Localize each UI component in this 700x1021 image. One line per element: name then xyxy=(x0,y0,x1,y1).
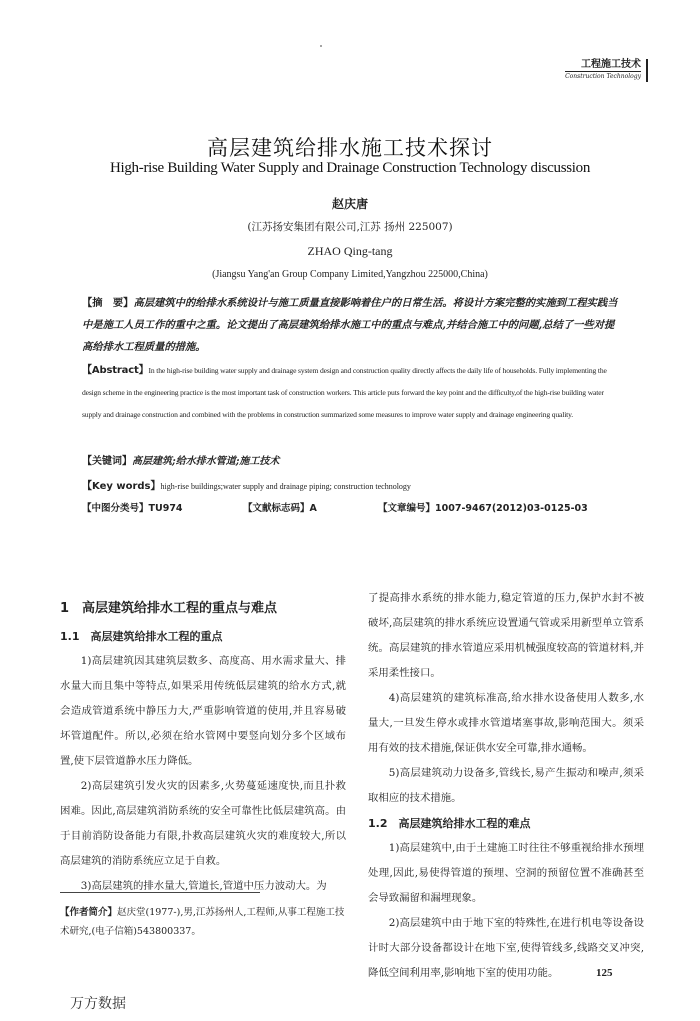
article-number-label: 【文章编号】 xyxy=(378,503,436,514)
body-paragraph: 2)高层建筑中由于地下室的特殊性,在进行机电等设备设计时大部分设备都设计在地下室,使得管线多,线路交叉冲突,降低空间利用率,影响地下室的使用功能。 xyxy=(368,917,644,979)
abstract-cn-label: 【摘 要】 xyxy=(82,297,134,309)
footnote-divider xyxy=(60,892,260,893)
section-heading-1-1: 1.1 高层建筑给排水工程的重点 xyxy=(60,630,223,643)
journal-header xyxy=(565,59,648,82)
section-heading-1-2: 1.2 高层建筑给排水工程的难点 xyxy=(368,817,531,830)
doc-code-value: A xyxy=(309,503,317,514)
section-heading-1: 1 高层建筑给排水工程的重点与难点 xyxy=(60,601,278,616)
body-paragraph: 了提高排水系统的排水能力,稳定管道的压力,保护水封不被破坏,高层建筑的排水系统应设置通气管或采用新型单立管系统。高层建筑的排水管道应采用机械强度较高的管道材料,并采用柔性接口。 xyxy=(368,592,644,679)
clc-value: TU974 xyxy=(148,503,183,514)
body-column-right xyxy=(368,586,644,986)
keywords-en-label: 【Key words】 xyxy=(82,481,161,492)
document-code xyxy=(243,500,317,514)
journal-name-cn: 工程施工技术 xyxy=(581,59,641,70)
footnote-text: 赵庆堂(1977-),男,江苏扬州人,工程师,从事工程施工技术研究,(电子信箱)543800337。 xyxy=(60,907,345,937)
abstract-en-label: 【Abstract】 xyxy=(82,365,149,376)
affiliation-en: (Jiangsu Yang'an Group Company Limited,Yangzhou 225000,China) xyxy=(212,269,488,280)
body-paragraph: 1)高层建筑因其建筑层数多、高度高、用水需求量大、排水量大而且集中等特点,如果采用传统低层建筑的给水方式,就会造成管道系统中静压力大,严重影响管道的使用,并且容易破坏管道配件。所以,必须在给水管网中要竖向划分多个区域布置,使下层管道静水压力降低。 xyxy=(60,655,346,767)
paper-title-cn: 高层建筑给排水施工技术探讨 xyxy=(207,136,493,160)
keywords-cn-label: 【关键词】 xyxy=(82,456,132,467)
clc-number xyxy=(82,500,183,514)
article-number-value: 1007-9467(2012)03-0125-03 xyxy=(435,503,588,514)
keywords-en xyxy=(82,477,622,492)
abstract-cn-text: 高层建筑中的给排水系统设计与施工质量直接影响着住户的日常生活。将设计方案完整的实施到工程实践当中是施工人员工作的重中之重。论文提出了高层建筑给排水施工中的重点与难点,并结合施工中的问题,总结了一些对提高给排水工程质量的措施。 xyxy=(82,297,618,353)
footnote-label: 【作者简介】 xyxy=(60,907,118,918)
abstract-en-text: In the high-rise building water supply and drainage system design and construction quality directly affects the daily life of households. Fully implementing the design scheme in the engineering practice is the most important task of construction workers. This article puts forward the key point and the difficulty,of the high-rise building water supply and drainage construction and combined with the problems in construction summarized some measures to improve water supply and drainage engineering quality. xyxy=(82,366,607,419)
doc-code-label: 【文献标志码】 xyxy=(243,503,310,514)
journal-name-en: Construction Technology xyxy=(565,73,641,80)
keywords-cn-text: 高层建筑;给水排水管道;施工技术 xyxy=(132,456,280,467)
author-footnote xyxy=(60,903,346,941)
abstract-cn xyxy=(82,292,622,358)
body-paragraph: 3)高层建筑的排水量大,管道长,管道中压力波动大。为 xyxy=(80,880,327,892)
keywords-en-text: high-rise buildings;water supply and drainage piping; construction technology xyxy=(160,482,411,491)
author-name-cn: 赵庆唐 xyxy=(331,197,368,211)
body-column-left xyxy=(60,594,346,899)
article-number xyxy=(378,500,588,514)
scan-speck xyxy=(320,45,322,47)
body-paragraph: 5)高层建筑动力设备多,管线长,易产生振动和噪声,须采取相应的技术措施。 xyxy=(368,767,644,804)
body-paragraph: 2)高层建筑引发火灾的因素多,火势蔓延速度快,而且扑救困难。因此,高层建筑消防系统的安全可靠性比低层建筑高。由于目前消防设备能力有限,扑救高层建筑火灾的难度较大,所以高层建筑的消防系统应立足于自救。 xyxy=(60,780,346,867)
keywords-cn xyxy=(82,452,622,467)
page-number: 125 xyxy=(596,967,613,979)
body-paragraph: 1)高层建筑中,由于土建施工时往往不够重视给排水预埋处理,因此,易使得管道的预埋、空洞的预留位置不准确甚至会导致漏留和漏埋现象。 xyxy=(368,842,644,904)
paper-title-en: High-rise Building Water Supply and Drainage Construction Technology discussion xyxy=(109,160,591,176)
body-paragraph: 4)高层建筑的建筑标准高,给水排水设备使用人数多,水量大,一旦发生停水或排水管道堵塞事故,影响范围大。须采用有效的技术措施,保证供水安全可靠,排水通畅。 xyxy=(368,692,644,754)
abstract-en xyxy=(82,360,622,426)
affiliation-cn: (江苏扬安集团有限公司,江苏 扬州 225007) xyxy=(247,221,453,233)
watermark: 万方数据 xyxy=(70,996,126,1012)
author-name-en: ZHAO Qing-tang xyxy=(307,244,393,258)
clc-label: 【中图分类号】 xyxy=(82,503,149,514)
